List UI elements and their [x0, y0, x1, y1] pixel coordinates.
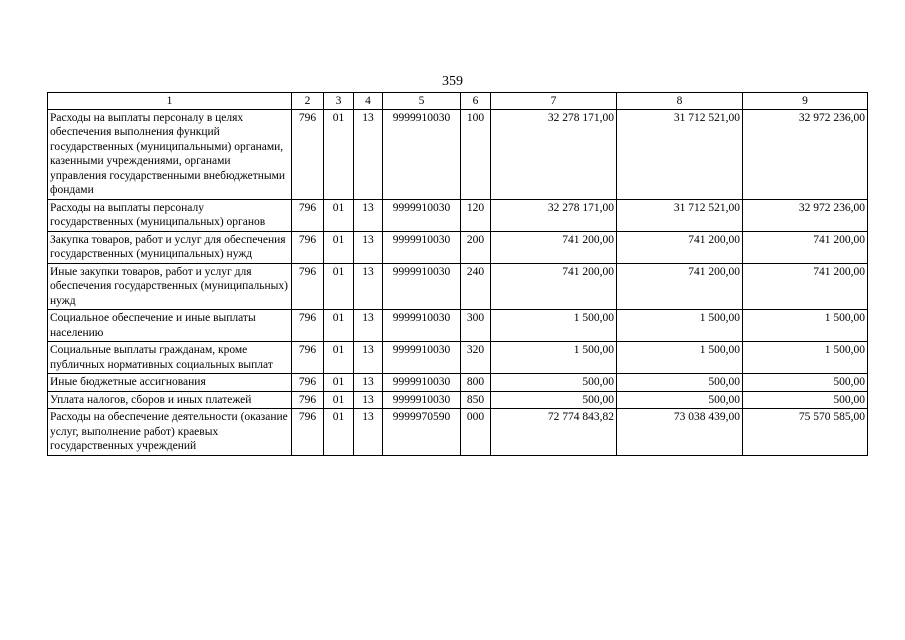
amount-col-9: 1 500,00 — [743, 342, 868, 374]
code-col-6: 240 — [461, 263, 491, 310]
code-col-4: 13 — [354, 342, 383, 374]
code-col-5: 9999910030 — [383, 342, 461, 374]
code-col-6: 120 — [461, 199, 491, 231]
code-col-4: 13 — [354, 374, 383, 392]
code-col-2: 796 — [292, 374, 324, 392]
amount-col-9: 32 972 236,00 — [743, 109, 868, 199]
header-row — [48, 93, 868, 110]
code-col-6: 320 — [461, 342, 491, 374]
code-col-2: 796 — [292, 109, 324, 199]
code-col-2: 796 — [292, 391, 324, 409]
amount-col-8: 1 500,00 — [617, 310, 743, 342]
column-header-6: 6 — [461, 93, 491, 110]
expense-name: Закупка товаров, работ и услуг для обеспечения государственных (муниципальных) нужд — [48, 231, 292, 263]
code-col-5: 9999910030 — [383, 310, 461, 342]
expense-name: Расходы на обеспечение деятельности (оказание услуг, выполнение работ) краевых государственных учреждений — [48, 409, 292, 456]
amount-col-7: 1 500,00 — [491, 310, 617, 342]
column-header-2: 2 — [292, 93, 324, 110]
code-col-2: 796 — [292, 263, 324, 310]
amount-col-8: 741 200,00 — [617, 231, 743, 263]
code-col-2: 796 — [292, 231, 324, 263]
amount-col-8: 31 712 521,00 — [617, 109, 743, 199]
code-col-5: 9999970590 — [383, 409, 461, 456]
column-header-1: 1 — [48, 93, 292, 110]
code-col-5: 9999910030 — [383, 374, 461, 392]
amount-col-7: 72 774 843,82 — [491, 409, 617, 456]
code-col-3: 01 — [324, 374, 354, 392]
expense-name: Социальное обеспечение и иные выплаты населению — [48, 310, 292, 342]
amount-col-9: 500,00 — [743, 391, 868, 409]
code-col-6: 300 — [461, 310, 491, 342]
amount-col-9: 1 500,00 — [743, 310, 868, 342]
code-col-3: 01 — [324, 109, 354, 199]
amount-col-9: 500,00 — [743, 374, 868, 392]
column-header-8: 8 — [617, 93, 743, 110]
code-col-3: 01 — [324, 310, 354, 342]
expense-name: Уплата налогов, сборов и иных платежей — [48, 391, 292, 409]
code-col-6: 850 — [461, 391, 491, 409]
amount-col-7: 32 278 171,00 — [491, 199, 617, 231]
amount-col-7: 741 200,00 — [491, 231, 617, 263]
code-col-5: 9999910030 — [383, 231, 461, 263]
column-header-7: 7 — [491, 93, 617, 110]
code-col-2: 796 — [292, 199, 324, 231]
table-row — [48, 409, 868, 456]
code-col-6: 000 — [461, 409, 491, 456]
code-col-4: 13 — [354, 310, 383, 342]
amount-col-7: 500,00 — [491, 391, 617, 409]
code-col-5: 9999910030 — [383, 391, 461, 409]
code-col-6: 800 — [461, 374, 491, 392]
code-col-3: 01 — [324, 263, 354, 310]
amount-col-8: 500,00 — [617, 391, 743, 409]
table-row — [48, 342, 868, 374]
code-col-4: 13 — [354, 109, 383, 199]
amount-col-8: 31 712 521,00 — [617, 199, 743, 231]
table-row — [48, 231, 868, 263]
amount-col-7: 741 200,00 — [491, 263, 617, 310]
code-col-6: 200 — [461, 231, 491, 263]
code-col-3: 01 — [324, 409, 354, 456]
budget-table — [47, 92, 868, 456]
expense-name: Социальные выплаты гражданам, кроме публичных нормативных социальных выплат — [48, 342, 292, 374]
code-col-5: 9999910030 — [383, 109, 461, 199]
amount-col-7: 500,00 — [491, 374, 617, 392]
code-col-5: 9999910030 — [383, 199, 461, 231]
amount-col-9: 75 570 585,00 — [743, 409, 868, 456]
column-header-9: 9 — [743, 93, 868, 110]
table-row — [48, 199, 868, 231]
amount-col-7: 1 500,00 — [491, 342, 617, 374]
column-header-3: 3 — [324, 93, 354, 110]
table-row — [48, 391, 868, 409]
code-col-6: 100 — [461, 109, 491, 199]
code-col-4: 13 — [354, 199, 383, 231]
amount-col-8: 500,00 — [617, 374, 743, 392]
code-col-4: 13 — [354, 263, 383, 310]
amount-col-8: 741 200,00 — [617, 263, 743, 310]
code-col-3: 01 — [324, 231, 354, 263]
amount-col-8: 1 500,00 — [617, 342, 743, 374]
table-row — [48, 374, 868, 392]
amount-col-9: 32 972 236,00 — [743, 199, 868, 231]
expense-name: Иные закупки товаров, работ и услуг для обеспечения государственных (муниципальных) нужд — [48, 263, 292, 310]
code-col-2: 796 — [292, 310, 324, 342]
code-col-5: 9999910030 — [383, 263, 461, 310]
column-header-5: 5 — [383, 93, 461, 110]
table-row — [48, 109, 868, 199]
amount-col-8: 73 038 439,00 — [617, 409, 743, 456]
table-row — [48, 310, 868, 342]
amount-col-9: 741 200,00 — [743, 231, 868, 263]
page-number: 359 — [442, 74, 463, 89]
code-col-4: 13 — [354, 409, 383, 456]
code-col-2: 796 — [292, 409, 324, 456]
code-col-2: 796 — [292, 342, 324, 374]
amount-col-9: 741 200,00 — [743, 263, 868, 310]
table-row — [48, 263, 868, 310]
code-col-3: 01 — [324, 391, 354, 409]
expense-name: Иные бюджетные ассигнования — [48, 374, 292, 392]
amount-col-7: 32 278 171,00 — [491, 109, 617, 199]
expense-name: Расходы на выплаты персоналу государственных (муниципальных) органов — [48, 199, 292, 231]
code-col-3: 01 — [324, 342, 354, 374]
column-header-4: 4 — [354, 93, 383, 110]
code-col-3: 01 — [324, 199, 354, 231]
code-col-4: 13 — [354, 231, 383, 263]
expense-name: Расходы на выплаты персоналу в целях обеспечения выполнения функций государственных (муниципальными) органами, казенными учреждениями, органами управления государственными внебюджетными фондами — [48, 109, 292, 199]
code-col-4: 13 — [354, 391, 383, 409]
